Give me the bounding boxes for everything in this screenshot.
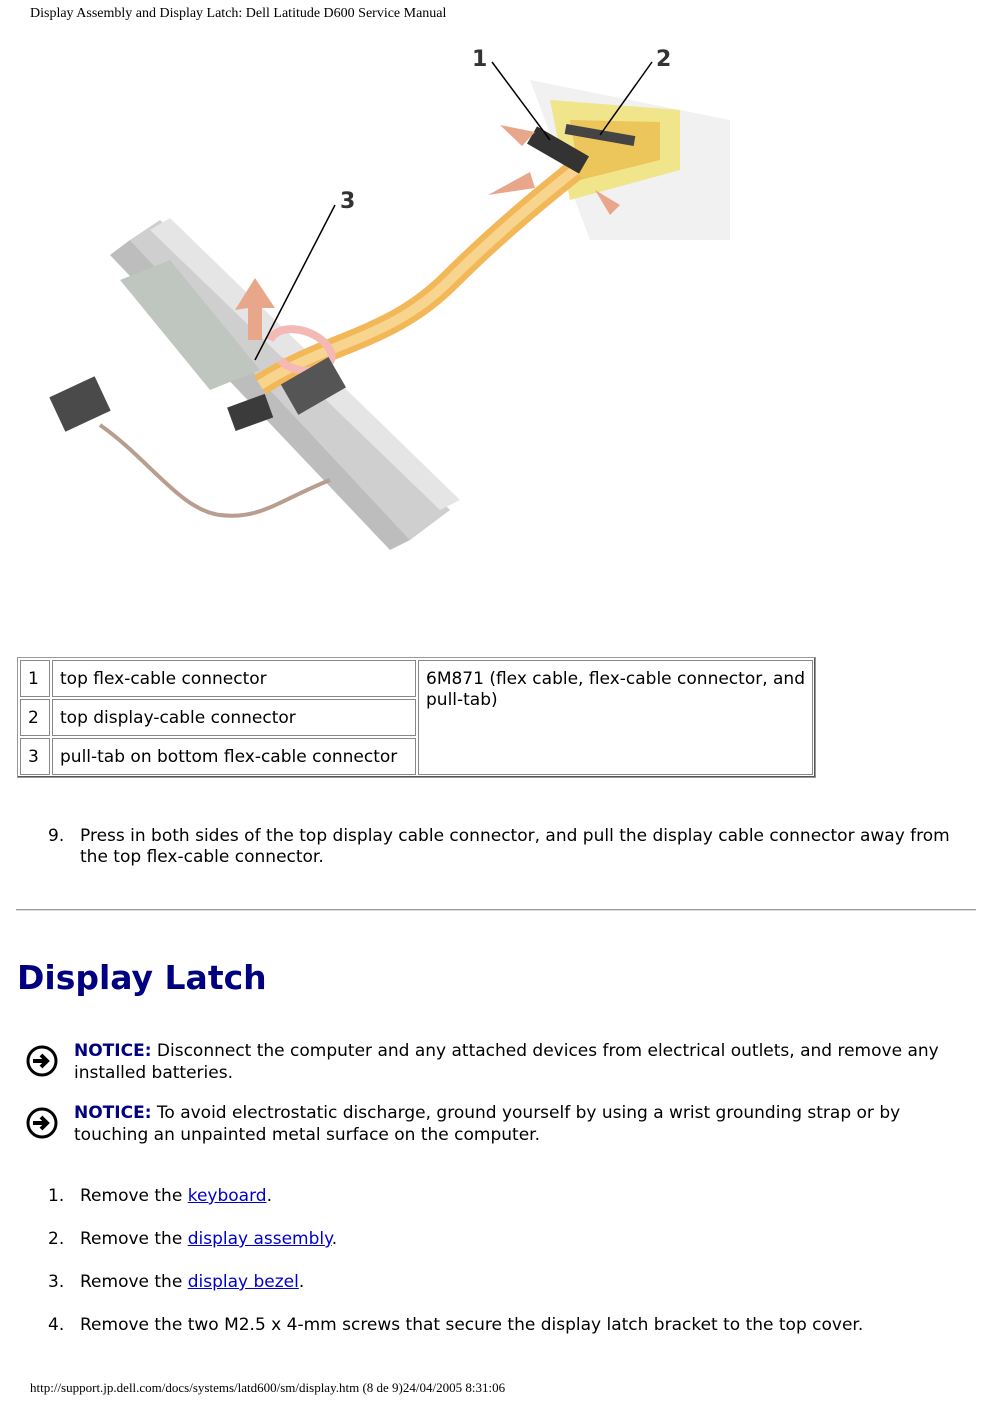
display-bezel-link[interactable]: display bezel — [187, 1272, 299, 1292]
step-suffix: . — [331, 1229, 338, 1249]
part-number: 2 — [20, 699, 50, 736]
display-assembly-link[interactable]: display assembly — [187, 1229, 332, 1249]
notice-body: Disconnect the computer and any attached devices from electrical outlets, and remove any installed batteries. — [74, 1041, 939, 1083]
step-text — [80, 1229, 970, 1250]
step-number: 4. — [48, 1315, 65, 1335]
step-suffix: . — [298, 1272, 305, 1292]
step-number: 9. — [48, 826, 65, 846]
step-text — [80, 1186, 970, 1207]
step-prefix: Remove the — [80, 1229, 188, 1249]
step-number: 2. — [48, 1229, 65, 1249]
step-number: 3. — [48, 1272, 65, 1292]
callout-3: 3 — [340, 189, 356, 214]
notice-icon — [26, 1107, 58, 1139]
part-number: 3 — [20, 738, 50, 775]
keyboard-link[interactable]: keyboard — [187, 1186, 267, 1206]
page-footer-url: http://support.jp.dell.com/docs/systems/latd600/sm/display.htm (8 de 9)24/04/2005 8:31:06 — [30, 1380, 506, 1395]
callout-2: 2 — [656, 47, 672, 72]
step-number: 1. — [48, 1186, 65, 1206]
step-text: Press in both sides of the top display cable connector, and pull the display cable connector away from the top flex-cable connector. — [80, 826, 950, 867]
step-suffix: . — [266, 1186, 272, 1206]
step-text: Remove the two M2.5 x 4-mm screws that secure the display latch bracket to the top cover. — [80, 1315, 864, 1335]
notice-text — [74, 1040, 964, 1084]
part-description: top flex-cable connector — [52, 660, 416, 697]
section-title: Display Latch — [17, 958, 267, 997]
notice-icon — [26, 1045, 58, 1077]
display-cable-figure — [30, 40, 730, 600]
part-description: pull-tab on bottom flex-cable connector — [52, 738, 416, 775]
part-description: top display-cable connector — [52, 699, 416, 736]
page-header: Display Assembly and Display Latch: Dell Latitude D600 Service Manual — [30, 6, 447, 21]
table-row — [20, 660, 813, 697]
step-prefix: Remove the — [80, 1272, 188, 1292]
notice-label: NOTICE: — [74, 1103, 152, 1123]
notice-body: To avoid electrostatic discharge, ground yourself by using a wrist grounding strap or by touching an unpainted metal surface on the computer. — [74, 1103, 901, 1145]
step-text — [80, 1272, 970, 1293]
display-cable-illustration — [30, 40, 730, 600]
notice-label: NOTICE: — [74, 1041, 152, 1061]
callout-1: 1 — [472, 47, 488, 72]
step-prefix: Remove the — [80, 1186, 188, 1206]
section-divider — [16, 909, 976, 911]
part-info: 6M871 (flex cable, flex-cable connector, and pull-tab) — [418, 660, 813, 775]
part-number: 1 — [20, 660, 50, 697]
parts-table — [17, 657, 816, 778]
notice-text — [74, 1102, 964, 1146]
